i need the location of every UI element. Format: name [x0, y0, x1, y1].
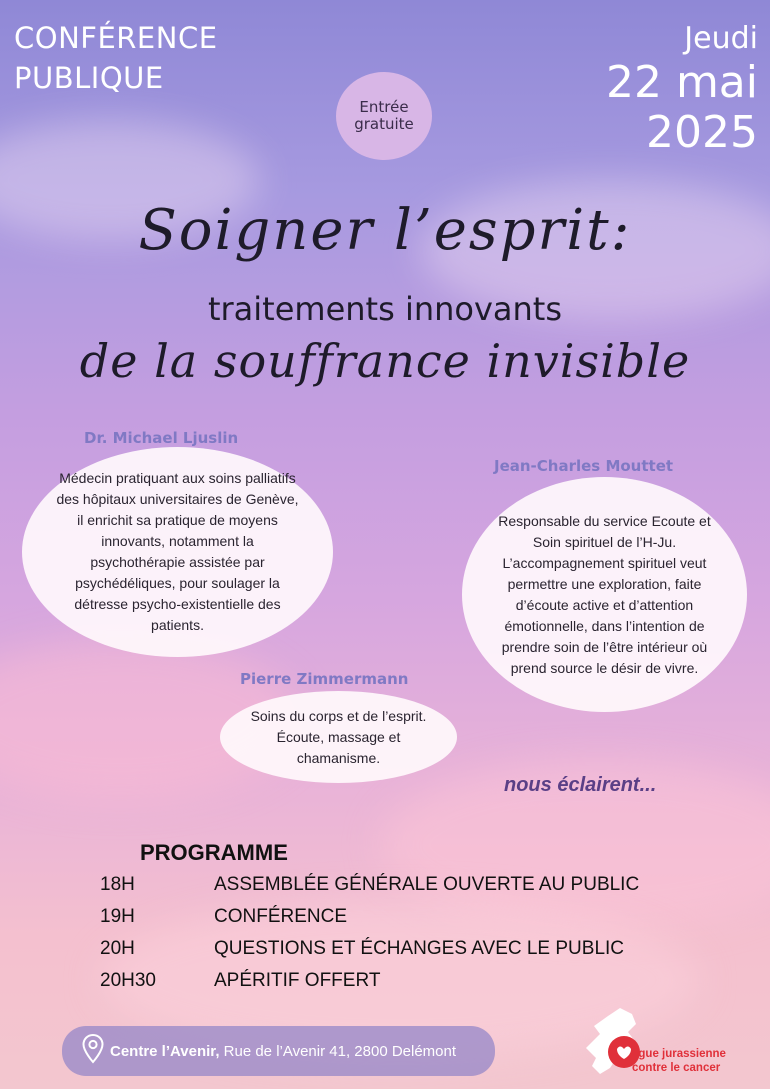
speaker-bio-text: Responsable du service Ecoute et Soin spirituel de l’H-Ju. L’accompagnement spirituel veut permettre une exploration, faite d’écoute active et d’attention émotionnelle, dans l’intention de prendre soin de l’être intérieur où prend source le désir de vivre. — [498, 512, 711, 676]
programme-time: 20H30 — [100, 970, 156, 991]
free-entry-badge — [336, 72, 432, 160]
programme-label: APÉRITIF OFFERT — [214, 970, 381, 991]
organizer-line2: contre le cancer — [632, 1062, 721, 1074]
programme-row — [100, 906, 660, 928]
location-pin-icon — [82, 1034, 104, 1068]
event-date — [606, 20, 758, 158]
speaker-name-zimmermann: Pierre Zimmermann — [240, 670, 409, 688]
speaker-name-mouttet: Jean-Charles Mouttet — [494, 457, 674, 475]
title-line1: Soigner l’esprit: — [138, 198, 632, 263]
badge-line1: Entrée — [359, 98, 409, 116]
programme-label: QUESTIONS ET ÉCHANGES AVEC LE PUBLIC — [214, 938, 625, 959]
organizer-name — [632, 1047, 726, 1075]
location-venue: Centre l’Avenir, — [110, 1042, 220, 1060]
programme-title: PROGRAMME — [140, 840, 288, 865]
tagline: nous éclairent... — [504, 774, 657, 796]
conference-line1: CONFÉRENCE — [14, 21, 218, 55]
programme-label: CONFÉRENCE — [214, 906, 348, 927]
badge-line2: gratuite — [354, 115, 414, 133]
conference-label — [14, 18, 218, 98]
programme-label: ASSEMBLÉE GÉNÉRALE OUVERTE AU PUBLIC — [214, 874, 640, 895]
programme-time: 20H — [100, 938, 135, 959]
programme-row — [100, 970, 660, 992]
speaker-bio-mouttet — [462, 477, 747, 712]
title-line3: de la souffrance invisible — [79, 334, 691, 388]
programme-time: 18H — [100, 874, 135, 895]
date-day: Jeudi — [684, 21, 758, 56]
speaker-bio-text: Médecin pratiquant aux soins palliatifs des hôpitaux universitaires de Genève, il enrichit sa pratique de moyens innovants, notamment la psychothérapie assistée par psychédéliques, pour soulager la détresse psycho-existentielle des patients. — [56, 470, 299, 633]
conference-line2: PUBLIQUE — [14, 61, 164, 95]
programme-row — [100, 938, 660, 960]
speaker-bio-ljuslin — [22, 447, 333, 657]
date-year: 2025 — [646, 107, 758, 158]
speaker-bio-zimmermann — [220, 691, 457, 783]
title-line2: traitements innovants — [207, 290, 563, 328]
programme-row — [100, 874, 660, 896]
programme-time: 19H — [100, 906, 135, 927]
organizer-line1: ligue jurassienne — [632, 1048, 726, 1060]
date-day-month: 22 mai — [605, 57, 758, 108]
location-bar — [62, 1026, 495, 1076]
speaker-bio-text: Soins du corps et de l’esprit. Écoute, massage et chamanisme. — [250, 707, 427, 766]
location-address: Rue de l’Avenir 41, 2800 Delémont — [223, 1042, 457, 1060]
speaker-name-ljuslin: Dr. Michael Ljuslin — [84, 429, 239, 447]
